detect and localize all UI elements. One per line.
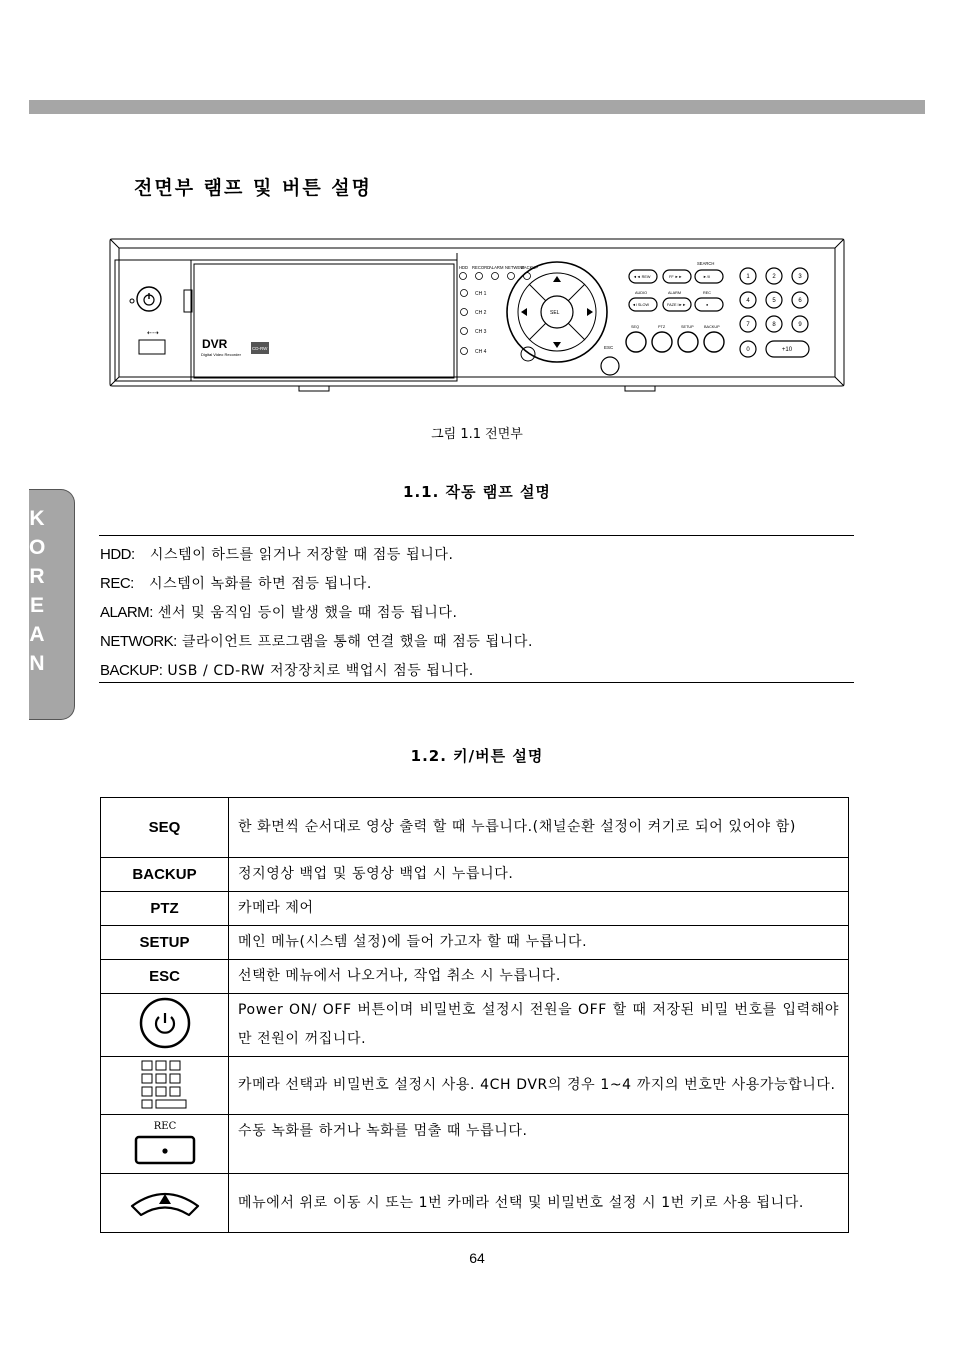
number-key-label: 3 [798,274,802,280]
ptz-label: PTZ [658,325,666,329]
table-row [101,1115,849,1174]
esc-label: ESC [604,345,614,350]
key-desc: 한 화면씩 순서대로 영상 출력 할 때 누릅니다.(채널순환 설정이 켜기로 되어 있어야 함) [229,798,849,858]
table-row [101,994,849,1057]
lamp-term: ALARM [100,604,150,621]
ff-key-label: FF ►► [669,275,683,279]
lamp-term: NETWORK [100,633,174,650]
number-keypad-icon [139,1059,191,1109]
side-tab-letter: A [29,623,45,646]
slow-key-label: ◄I SLOW [632,303,650,307]
number-key-label: +10 [781,347,793,353]
lamp-desc: 클라이언트 프로그램을 통해 연결 했을 때 점등 됩니다. [176,634,534,650]
key-description-table [100,797,849,1233]
lamp-description-list [99,535,854,683]
number-key-label: 9 [798,322,802,328]
seq-label: SEQ [631,325,640,329]
channel-label: CH 3 [475,329,487,335]
key-name: BACKUP [101,858,229,892]
list-item: ALARM: 센서 및 움직임 등이 발생 했을 때 점등 됩니다. [100,604,458,621]
list-item: BACKUP: USB / CD-RW 저장장치로 백업시 점등 됩니다. [100,662,474,679]
key-name: ESC [101,960,229,994]
alarm-label: ALARM [668,291,682,295]
dvr-front-panel-figure [109,238,845,394]
number-key-label: 6 [798,298,802,304]
table-row [101,1057,849,1115]
lamp-label-network: NETWEW [505,265,525,270]
faze-key-label: FAZE I►► [667,303,687,307]
table-row [101,858,849,892]
lamp-section-title: 1.1. 작동 램프 설명 [403,483,551,501]
key-desc: 메뉴에서 위로 이동 시 또는 1번 카메라 선택 및 비밀번호 설정 시 1번 키로 사용 됩니다. [229,1174,849,1233]
lamp-label-hdd: HDD [459,265,469,270]
number-key-label: 5 [772,298,776,304]
language-side-tab [29,489,75,720]
number-key-label: 0 [746,347,750,353]
key-desc: 메인 메뉴(시스템 설정)에 들어 가고자 할 때 누릅니다. [229,926,849,960]
page-title: 전면부 램프 및 버튼 설명 [134,177,372,199]
power-icon [138,996,192,1050]
dvr-logo: DVR [202,337,228,351]
up-arrow-button-icon [129,1184,201,1218]
lamp-desc: USB / CD-RW 저장장치로 백업시 점등 됩니다. [162,663,474,679]
side-tab-letter: R [29,565,45,588]
header-bar [29,100,925,114]
table-row [101,798,849,858]
channel-label: CH 2 [475,310,487,316]
key-section-title: 1.2. 키/버튼 설명 [410,747,544,765]
setup-label: SETUP [681,325,694,329]
rew-key-label: ◄◄ REW [633,275,651,279]
key-desc: 카메라 제어 [229,892,849,926]
number-key-label: 4 [746,298,750,304]
lamp-desc: 시스템이 하드를 읽거나 저장할 때 점등 됩니다. [134,547,454,563]
list-item: HDD: 시스템이 하드를 읽거나 저장할 때 점등 됩니다. [100,546,454,563]
rec-icon-label: REC [153,1121,176,1132]
svg-text:⇠⇢: ⇠⇢ [147,330,159,337]
key-name: PTZ [101,892,229,926]
dvr-logo-sub: Digital Video Recorder [201,352,241,357]
lamp-label-record: RECORD [472,265,491,270]
lamp-term: REC [100,575,131,592]
search-label: SEARCH [697,261,715,266]
table-row [101,960,849,994]
key-desc: 선택한 메뉴에서 나오거나, 작업 취소 시 누릅니다. [229,960,849,994]
rec-button-icon [133,1118,197,1166]
table-row [101,926,849,960]
rec-key-label: ● [706,303,709,307]
number-key-label: 2 [772,274,776,280]
lamp-term: BACKUP [100,662,159,679]
key-desc: Power ON/ OFF 버튼이며 비밀번호 설정시 전원을 OFF 할 때 저장된 비밀 번호를 입력해야만 전원이 꺼집니다. [229,994,849,1057]
number-key-label: 8 [772,322,776,328]
lamp-label-alarm: ALARM [489,265,504,270]
channel-label: CH 4 [475,349,487,355]
rec-label: REC [703,291,712,295]
side-tab-letter: K [29,507,45,530]
lamp-label-backup: BACKUP [521,265,539,270]
number-key-label: 1 [746,274,750,280]
channel-label: CH 1 [475,291,487,297]
sel-label: SEL [550,310,560,316]
cd-rw-mark: CD-RW [252,346,268,351]
page-number: 64 [469,1250,485,1266]
lamp-term: HDD [100,546,131,563]
table-row [101,1174,849,1233]
side-tab-letter: O [29,536,46,559]
backup-label: BACKUP [704,325,720,329]
lamp-desc: 센서 및 움직임 등이 발생 했을 때 점등 됩니다. [152,605,458,621]
key-name: SEQ [101,798,229,858]
table-row [101,892,849,926]
list-item: REC: 시스템이 녹화를 하면 점등 됩니다. [100,575,372,592]
audio-label: AUDIO [635,291,648,295]
side-tab-letter: N [29,652,45,675]
key-desc: 카메라 선택과 비밀번호 설정시 사용. 4CH DVR의 경우 1~4 까지의 번호만 사용가능합니다. [229,1057,849,1115]
side-tab-letter: E [29,594,44,617]
figure-caption: 그림 1.1 전면부 [431,427,523,442]
key-desc: 수동 녹화를 하거나 녹화를 멈출 때 누릅니다. [229,1115,849,1174]
key-name: SETUP [101,926,229,960]
lamp-desc: 시스템이 녹화를 하면 점등 됩니다. [133,576,372,592]
number-key-label: 7 [746,322,750,328]
key-desc: 정지영상 백업 및 동영상 백업 시 누릅니다. [229,858,849,892]
list-item: NETWORK: 클라이언트 프로그램을 통해 연결 했을 때 점등 됩니다. [100,633,534,650]
play-key-label: ►/II [703,275,710,279]
